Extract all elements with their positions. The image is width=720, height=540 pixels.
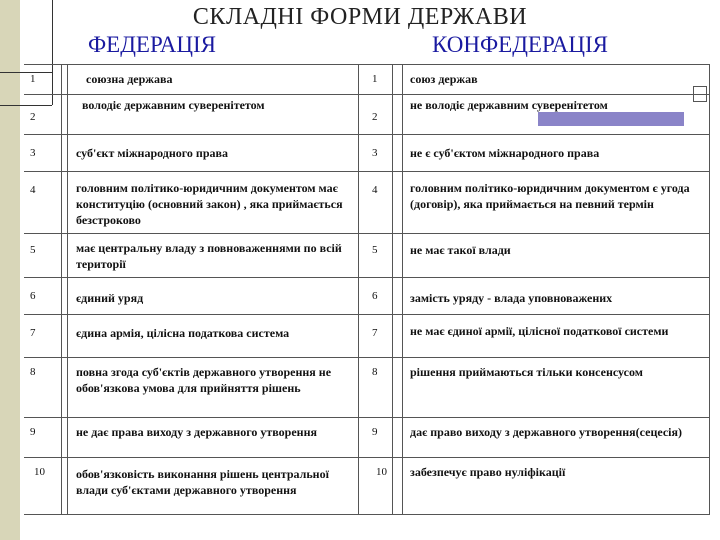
table-row	[24, 134, 710, 171]
federation-feature: має центральну владу з повноваженнями по всій території	[76, 241, 342, 271]
row-number: 2	[372, 111, 378, 123]
table-row	[24, 457, 710, 515]
table-row	[24, 417, 710, 457]
confederation-feature: не володіє державним суверенітетом	[410, 98, 608, 112]
confederation-feature: дає право виходу з державного утворення(сецесія)	[410, 425, 682, 439]
table-row	[24, 357, 710, 417]
table-row	[24, 233, 710, 277]
row-number: 7	[372, 327, 378, 339]
federation-feature: не дає права виходу з державного утворення	[76, 425, 317, 439]
federation-feature: головним політико-юридичним документом має конституцію (основний закон) , яка приймається безстроково	[76, 181, 343, 227]
row-number: 9	[372, 426, 378, 438]
row-number: 4	[372, 184, 378, 196]
comparison-table	[24, 64, 710, 515]
row-number: 5	[372, 244, 378, 256]
row-number: 9	[30, 426, 36, 438]
table-row	[24, 94, 710, 134]
confederation-heading: КОНФЕДЕРАЦІЯ	[432, 32, 609, 57]
row-number: 3	[30, 147, 36, 159]
row-number: 6	[30, 290, 36, 302]
federation-heading: ФЕДЕРАЦІЯ	[88, 32, 217, 57]
row-number: 10	[34, 466, 45, 478]
row-number: 6	[372, 290, 378, 302]
row-number: 7	[30, 327, 36, 339]
federation-feature: суб'єкт міжнародного права	[76, 146, 228, 160]
row-number: 10	[376, 466, 387, 478]
table-row	[24, 277, 710, 314]
page-title: СКЛАДНІ ФОРМИ ДЕРЖАВИ	[192, 4, 528, 30]
federation-feature: повна згода суб'єктів державного утворення не обов'язкова умова для прийняття рішень	[76, 365, 332, 395]
table-row	[24, 171, 710, 233]
row-number: 4	[30, 184, 36, 196]
federation-feature: єдина армія, цілісна податкова система	[76, 326, 290, 340]
confederation-feature: рішення приймаються тільки консенсусом	[410, 365, 643, 379]
confederation-feature: не є суб'єктом міжнародного права	[410, 146, 600, 160]
confederation-feature: не має такої влади	[410, 243, 511, 257]
decorative-sidebar	[0, 0, 20, 540]
federation-feature: володіє державним суверенітетом	[82, 98, 265, 112]
row-number: 3	[372, 147, 378, 159]
row-number: 5	[30, 244, 36, 256]
table-row	[24, 314, 710, 357]
federation-feature: єдиний уряд	[76, 291, 144, 305]
row-number: 2	[30, 111, 36, 123]
confederation-feature: забезпечує право нуліфікації	[410, 465, 566, 479]
row-number: 8	[372, 366, 378, 378]
row-number: 1	[372, 73, 378, 85]
row-number: 1	[30, 73, 36, 85]
confederation-feature: головним політико-юридичним документом є угода (договір), яка приймається на певний термін	[410, 181, 690, 211]
row-number: 8	[30, 366, 36, 378]
confederation-feature: замість уряду - влада уповноважених	[410, 291, 613, 305]
confederation-feature: не має єдиної армії, цілісної податкової системи	[410, 324, 669, 338]
confederation-feature: союз держав	[410, 72, 478, 86]
federation-feature: обов'язковість виконання рішень центральної влади суб'єктами державного утворення	[76, 467, 329, 497]
table-row	[24, 64, 710, 94]
federation-feature: союзна держава	[86, 72, 173, 86]
